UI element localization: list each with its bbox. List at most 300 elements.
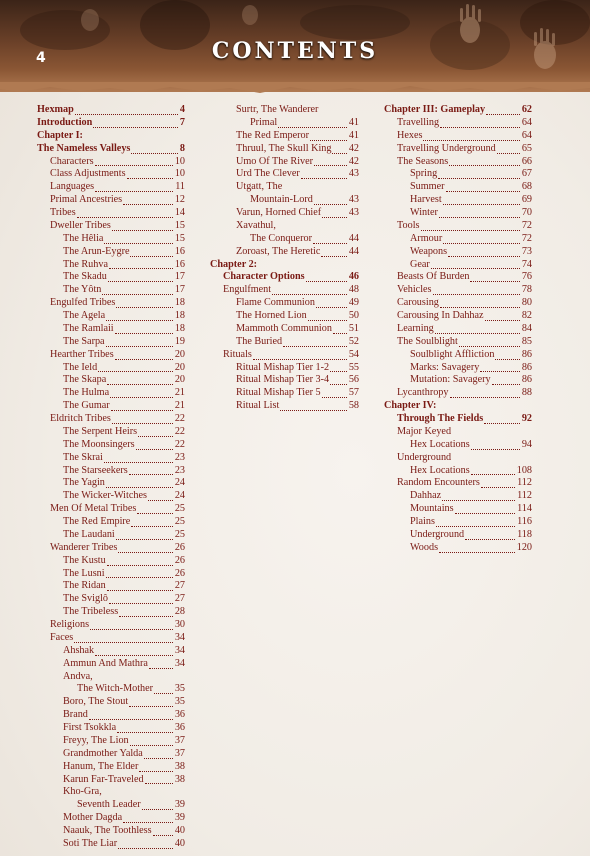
toc-entry [37,658,185,671]
toc-entry-page: 88 [521,387,532,399]
toc-entry [37,619,185,632]
toc-column-3 [384,104,532,555]
toc-entry-page: 86 [521,361,532,373]
toc-entry-page: 20 [174,348,185,360]
toc-entry [37,709,185,722]
dot-leader [449,165,520,166]
toc-entry-page: 18 [174,297,185,309]
toc-entry-page: 21 [174,387,185,399]
toc-entry-label: Mammoth Communion [236,322,332,334]
torn-edge-decoration [0,82,590,96]
toc-entry-label: Beasts Of Burden [397,271,470,283]
toc-entry [37,156,185,169]
toc-entry-label: Utgatt, The [236,181,283,193]
dot-leader [130,745,173,746]
toc-entry-page: 15 [174,219,185,231]
toc-entry [384,516,532,529]
toc-entry-page: 30 [174,619,185,630]
toc-entry [37,207,185,220]
toc-entry-page: 17 [174,284,185,296]
toc-entry-label: Hex Locations [410,438,470,450]
toc-entry [384,117,532,130]
toc-entry-page: 7 [179,116,185,128]
toc-entry-label: The Ruhva [63,258,108,270]
dot-leader [484,423,520,424]
toc-entry-page: 108 [516,464,532,476]
toc-entry-label: Chapter III: Gameplay [384,104,486,115]
toc-entry-label: Hex Locations [410,464,470,476]
toc-entry [37,799,185,812]
dot-leader [138,436,173,437]
toc-entry-page: 41 [348,129,359,141]
toc-entry-page: 20 [174,374,185,386]
toc-entry-label: Kho-Gra, [63,786,102,798]
toc-entry [384,143,532,156]
toc-entry-page: 34 [174,644,185,656]
toc-entry-page: 36 [174,709,185,721]
toc-entry-page: 118 [517,528,532,540]
dot-leader [104,243,173,244]
toc-entry [37,271,185,284]
toc-entry-page: 76 [521,271,532,283]
toc-entry [384,104,532,117]
toc-entry-page: 78 [521,284,532,296]
dot-leader [480,371,520,372]
toc-entry-label: Grandmother Yalda [63,747,143,759]
dot-leader [154,693,173,694]
dot-leader [107,590,173,591]
page-title: CONTENTS [211,38,379,64]
dot-leader [129,474,173,475]
toc-entry [384,323,532,336]
toc-entry-page: 22 [174,425,185,437]
dot-leader [109,268,173,269]
dot-leader [308,320,347,321]
dot-leader [106,577,173,578]
toc-entry-page: 40 [174,825,185,836]
toc-entry [37,812,185,825]
toc-entry [210,194,359,207]
toc-entry-label: Hearther Tribes [50,348,114,360]
toc-entry-label: Engulfed Tribes [50,297,116,309]
dot-leader [314,204,347,205]
toc-entry-page: 72 [521,232,532,244]
dot-leader [310,140,347,141]
toc-entry-label: Summer [410,181,445,193]
toc-entry-page: 68 [521,181,532,193]
toc-entry [37,748,185,761]
toc-entry-page: 40 [174,837,185,849]
toc-entry-label: Naauk, The Toothless [63,825,152,836]
toc-entry [37,297,185,310]
dot-leader [112,423,173,424]
toc-entry [37,374,185,387]
toc-entry [384,130,532,143]
dot-leader [142,809,173,810]
toc-entry-page: 67 [521,168,532,180]
toc-entry [37,516,185,529]
dot-leader [322,397,347,398]
dot-leader [144,758,173,759]
toc-entry [37,246,185,259]
toc-entry-page: 34 [174,657,185,669]
dot-leader [497,153,520,154]
dot-leader [440,307,520,308]
toc-entry-page: 39 [174,812,185,824]
toc-entry-label: The Agela [63,310,106,321]
toc-entry [37,465,185,478]
toc-entry [37,439,185,452]
toc-entry [37,555,185,568]
toc-entry [384,426,532,439]
toc-entry-page: 21 [174,400,185,412]
toc-entry-label: Dweller Tribes [50,219,111,231]
dot-leader [448,256,520,257]
dot-leader [280,410,347,411]
toc-entry-page: 18 [174,310,185,321]
dot-leader [116,307,173,308]
toc-entry-label: Introduction [37,116,93,128]
dot-leader [321,256,347,257]
dot-leader [330,384,347,385]
toc-entry-label: Ahshak [63,644,95,656]
dot-leader [485,320,520,321]
toc-entry-page: 37 [174,734,185,746]
toc-entry-label: Hexes [397,129,423,141]
toc-entry-label: Engulfment [223,284,272,296]
toc-entry-page: 84 [521,322,532,334]
toc-entry-page: 58 [348,400,359,412]
toc-entry-page: 73 [521,245,532,257]
toc-entry [37,413,185,426]
toc-entry-label: Class Adjustments [50,168,126,180]
toc-entry [384,246,532,259]
toc-entry [37,194,185,207]
toc-entry-page: 41 [348,116,359,128]
dot-leader [90,629,173,630]
dot-leader [313,243,347,244]
toc-entry-label: The Red Empire [63,516,131,527]
toc-column-1 [37,104,185,851]
toc-entry-page: 16 [174,258,185,270]
dot-leader [481,487,515,488]
toc-entry-label: Lycanthropy [397,387,449,399]
toc-entry-label: Ammun And Mathra [63,657,148,669]
toc-entry [210,181,359,194]
dot-leader [102,294,173,295]
toc-entry-label: The Yôtn [63,284,102,296]
toc-entry-label: The Tribeless [63,606,119,618]
toc-entry-label: The Serpent Heirs [63,425,138,437]
dot-leader [131,526,173,527]
toc-entry-label: Ritual Mishap Tier 1-2 [236,361,330,373]
toc-entry-page: 80 [521,297,532,309]
toc-entry [37,233,185,246]
toc-entry [384,310,532,323]
toc-entry [37,181,185,194]
dot-leader [119,616,173,617]
toc-entry-label: The Arun-Eygre [63,245,130,257]
toc-entry-label: The Laudani [63,528,115,540]
dot-leader [471,474,515,475]
toc-entry-page: 28 [174,606,185,618]
toc-entry-page: 19 [174,335,185,347]
dot-leader [330,371,347,372]
toc-entry-page: 8 [179,142,185,154]
toc-entry-label: The Soulblight [397,335,458,347]
dot-leader [455,513,515,514]
toc-entry-label: Wanderer Tribes [50,541,118,553]
dot-leader [89,719,173,720]
toc-entry [384,452,532,465]
toc-entry-page: 54 [348,348,359,360]
toc-entry-page: 10 [174,155,185,167]
toc-entry-page: 62 [521,104,532,115]
toc-entry [37,606,185,619]
toc-entry-label: Chapter I: [37,129,83,141]
dot-leader [153,835,173,836]
toc-entry-label: The Starseekers [63,464,128,476]
dot-leader [75,114,178,115]
toc-entry [384,465,532,478]
dot-leader [115,333,173,334]
toc-entry [37,722,185,735]
toc-entry-page: 66 [521,155,532,167]
toc-entry-label: Soti The Liar [63,837,118,849]
toc-entry [384,156,532,169]
toc-entry [384,259,532,272]
dot-leader [110,397,173,398]
toc-entry [384,284,532,297]
dot-leader [130,256,173,257]
toc-entry-page: 74 [521,258,532,270]
dot-leader [439,552,515,553]
dot-leader [106,346,173,347]
toc-entry-label: Religions [50,619,90,630]
toc-entry-label: The Witch-Mother [77,683,154,695]
toc-entry [37,735,185,748]
toc-entry-label: Underground [397,451,452,463]
toc-entry-page: 70 [521,207,532,218]
toc-entry-label: Boro, The Stout [63,696,129,708]
toc-entry [37,542,185,555]
toc-entry-page: 85 [521,335,532,347]
toc-entry [210,362,359,375]
toc-entry [37,503,185,516]
toc-entry-page: 44 [348,245,359,257]
dot-leader [439,217,520,218]
toc-entry-label: Chapter 2: [210,258,258,270]
toc-entry-page: 65 [521,142,532,154]
dot-leader [136,449,173,450]
toc-entry-page: 48 [348,284,359,296]
dot-leader [95,191,173,192]
toc-entry-page: 46 [348,271,359,283]
toc-entry-label: Mutation: Savagery [410,374,491,386]
dot-leader [129,706,173,707]
toc-entry-label: Harvest [410,194,442,206]
dot-leader [495,359,520,360]
toc-entry [210,104,359,117]
toc-entry-label: Karun Far-Traveled [63,773,144,785]
cave-painting-banner [0,0,590,92]
toc-entry [210,284,359,297]
toc-entry [37,259,185,272]
toc-entry [384,336,532,349]
toc-entry [37,696,185,709]
toc-entry-label: Rituals [223,348,252,360]
toc-entry-page: 38 [174,760,185,772]
toc-entry-label: The Sarpa [63,335,105,347]
toc-entry-label: Thruul, The Skull King [236,142,332,154]
toc-entry-label: Faces [50,631,74,643]
toc-entry-page: 86 [521,348,532,360]
toc-entry-page: 43 [348,207,359,218]
toc-entry-label: Ritual Mishap Tier 5 [236,387,321,399]
toc-entry-label: Andva, [63,670,93,682]
toc-entry-page: 64 [521,116,532,128]
toc-entry-page: 22 [174,413,185,424]
toc-entry-page: 114 [517,503,532,515]
toc-entry-page: 26 [174,567,185,579]
toc-entry-page: 34 [174,631,185,643]
toc-entry [37,761,185,774]
toc-entry [384,181,532,194]
toc-entry-page: 39 [174,799,185,811]
toc-entry [384,349,532,362]
toc-entry-label: Tools [397,219,420,231]
dot-leader [442,500,515,501]
toc-entry-label: The Sviglô [63,593,108,605]
toc-entry-page: 26 [174,541,185,553]
dot-leader [470,281,520,282]
toc-entry [37,786,185,799]
dot-leader [471,449,520,450]
toc-entry-label: The Gumar [63,400,110,412]
dot-leader [108,281,173,282]
toc-entry-label: The Skapa [63,374,107,386]
toc-entry-label: First Tsokkla [63,722,117,733]
toc-entry [210,323,359,336]
toc-entry-page: 69 [521,194,532,206]
toc-entry-label: Mother Dagda [63,812,123,824]
toc-entry-label: Major Keyed [397,425,452,437]
toc-entry-label: Travelling Underground [397,142,496,154]
dot-leader [109,603,173,604]
dot-leader [93,127,178,128]
toc-entry-label: Carousing In Dahhaz [397,310,484,321]
dot-leader [148,500,173,501]
toc-entry [384,168,532,181]
dot-leader [436,526,515,527]
toc-entry-label: The Moonsingers [63,438,135,450]
dot-leader [272,294,347,295]
toc-entry-page: 86 [521,374,532,386]
toc-entry-label: Urd The Clever [236,168,300,180]
dot-leader [440,127,520,128]
toc-entry-label: Umo Of The River [236,155,314,167]
toc-entry [210,246,359,259]
dot-leader [465,539,515,540]
toc-entry-label: Armour [410,232,443,244]
toc-entry [37,452,185,465]
toc-entry [384,194,532,207]
toc-entry-page: 25 [174,516,185,527]
dot-leader [431,268,520,269]
toc-entry-page: 18 [174,322,185,334]
toc-entry-label: Weapons [410,245,448,257]
toc-entry-page: 64 [521,129,532,141]
toc-entry-page: 116 [517,516,532,527]
dot-leader [314,165,347,166]
toc-entry-page: 24 [174,490,185,502]
toc-entry-page: 26 [174,554,185,566]
toc-entry-label: Hexmap [37,104,74,115]
toc-entry-page: 56 [348,374,359,386]
dot-leader [423,140,520,141]
toc-entry-label: The Conqueror [250,232,312,244]
toc-entry-label: Marks: Savagery [410,361,480,373]
toc-entry-page: 16 [174,245,185,257]
toc-entry-label: The Ield [63,361,98,373]
toc-entry-page: 49 [348,297,359,309]
dot-leader [77,217,173,218]
dot-leader [123,822,173,823]
dot-leader [106,487,173,488]
toc-entry-label: Seventh Leader [77,799,141,811]
toc-entry-page: 27 [174,593,185,605]
toc-entry [37,645,185,658]
toc-entry [37,568,185,581]
toc-entry-label: The Skrai [63,451,103,463]
toc-entry [210,143,359,156]
toc-entry-label: Random Encounters [397,477,480,489]
toc-entry-label: Mountains [410,503,454,515]
toc-entry-page: 4 [179,104,185,115]
toc-entry-label: Surtr, The Wanderer [236,104,319,115]
toc-entry-page: 43 [348,168,359,180]
toc-entry [210,259,359,272]
toc-entry-label: Soulblight Affliction [410,348,495,360]
toc-entry-label: Hanum, The Elder [63,760,139,772]
toc-entry-label: The Kustu [63,554,106,566]
dot-leader [112,230,173,231]
toc-entry-label: Languages [50,181,95,193]
toc-entry-label: Travelling [397,116,440,128]
dot-leader [316,307,347,308]
toc-entry-page: 20 [174,361,185,373]
toc-entry-label: Freyy, The Lion [63,734,129,746]
toc-entry-page: 10 [174,168,185,180]
toc-entry [384,220,532,233]
page-number: 4 [36,50,46,66]
toc-entry [210,168,359,181]
dot-leader [74,642,173,643]
toc-entry-label: Underground [410,528,465,540]
toc-entry-page: 24 [174,477,185,489]
dot-leader [107,565,173,566]
toc-entry [384,207,532,220]
toc-entry-page: 17 [174,271,185,283]
toc-entry-label: The Ramlaii [63,322,114,334]
toc-entry [210,310,359,323]
dot-leader [115,359,173,360]
dot-leader [104,462,173,463]
toc-entry [210,220,359,233]
toc-entry [210,233,359,246]
toc-entry-page: 25 [174,503,185,515]
toc-entry-label: The Hêlia [63,232,104,244]
